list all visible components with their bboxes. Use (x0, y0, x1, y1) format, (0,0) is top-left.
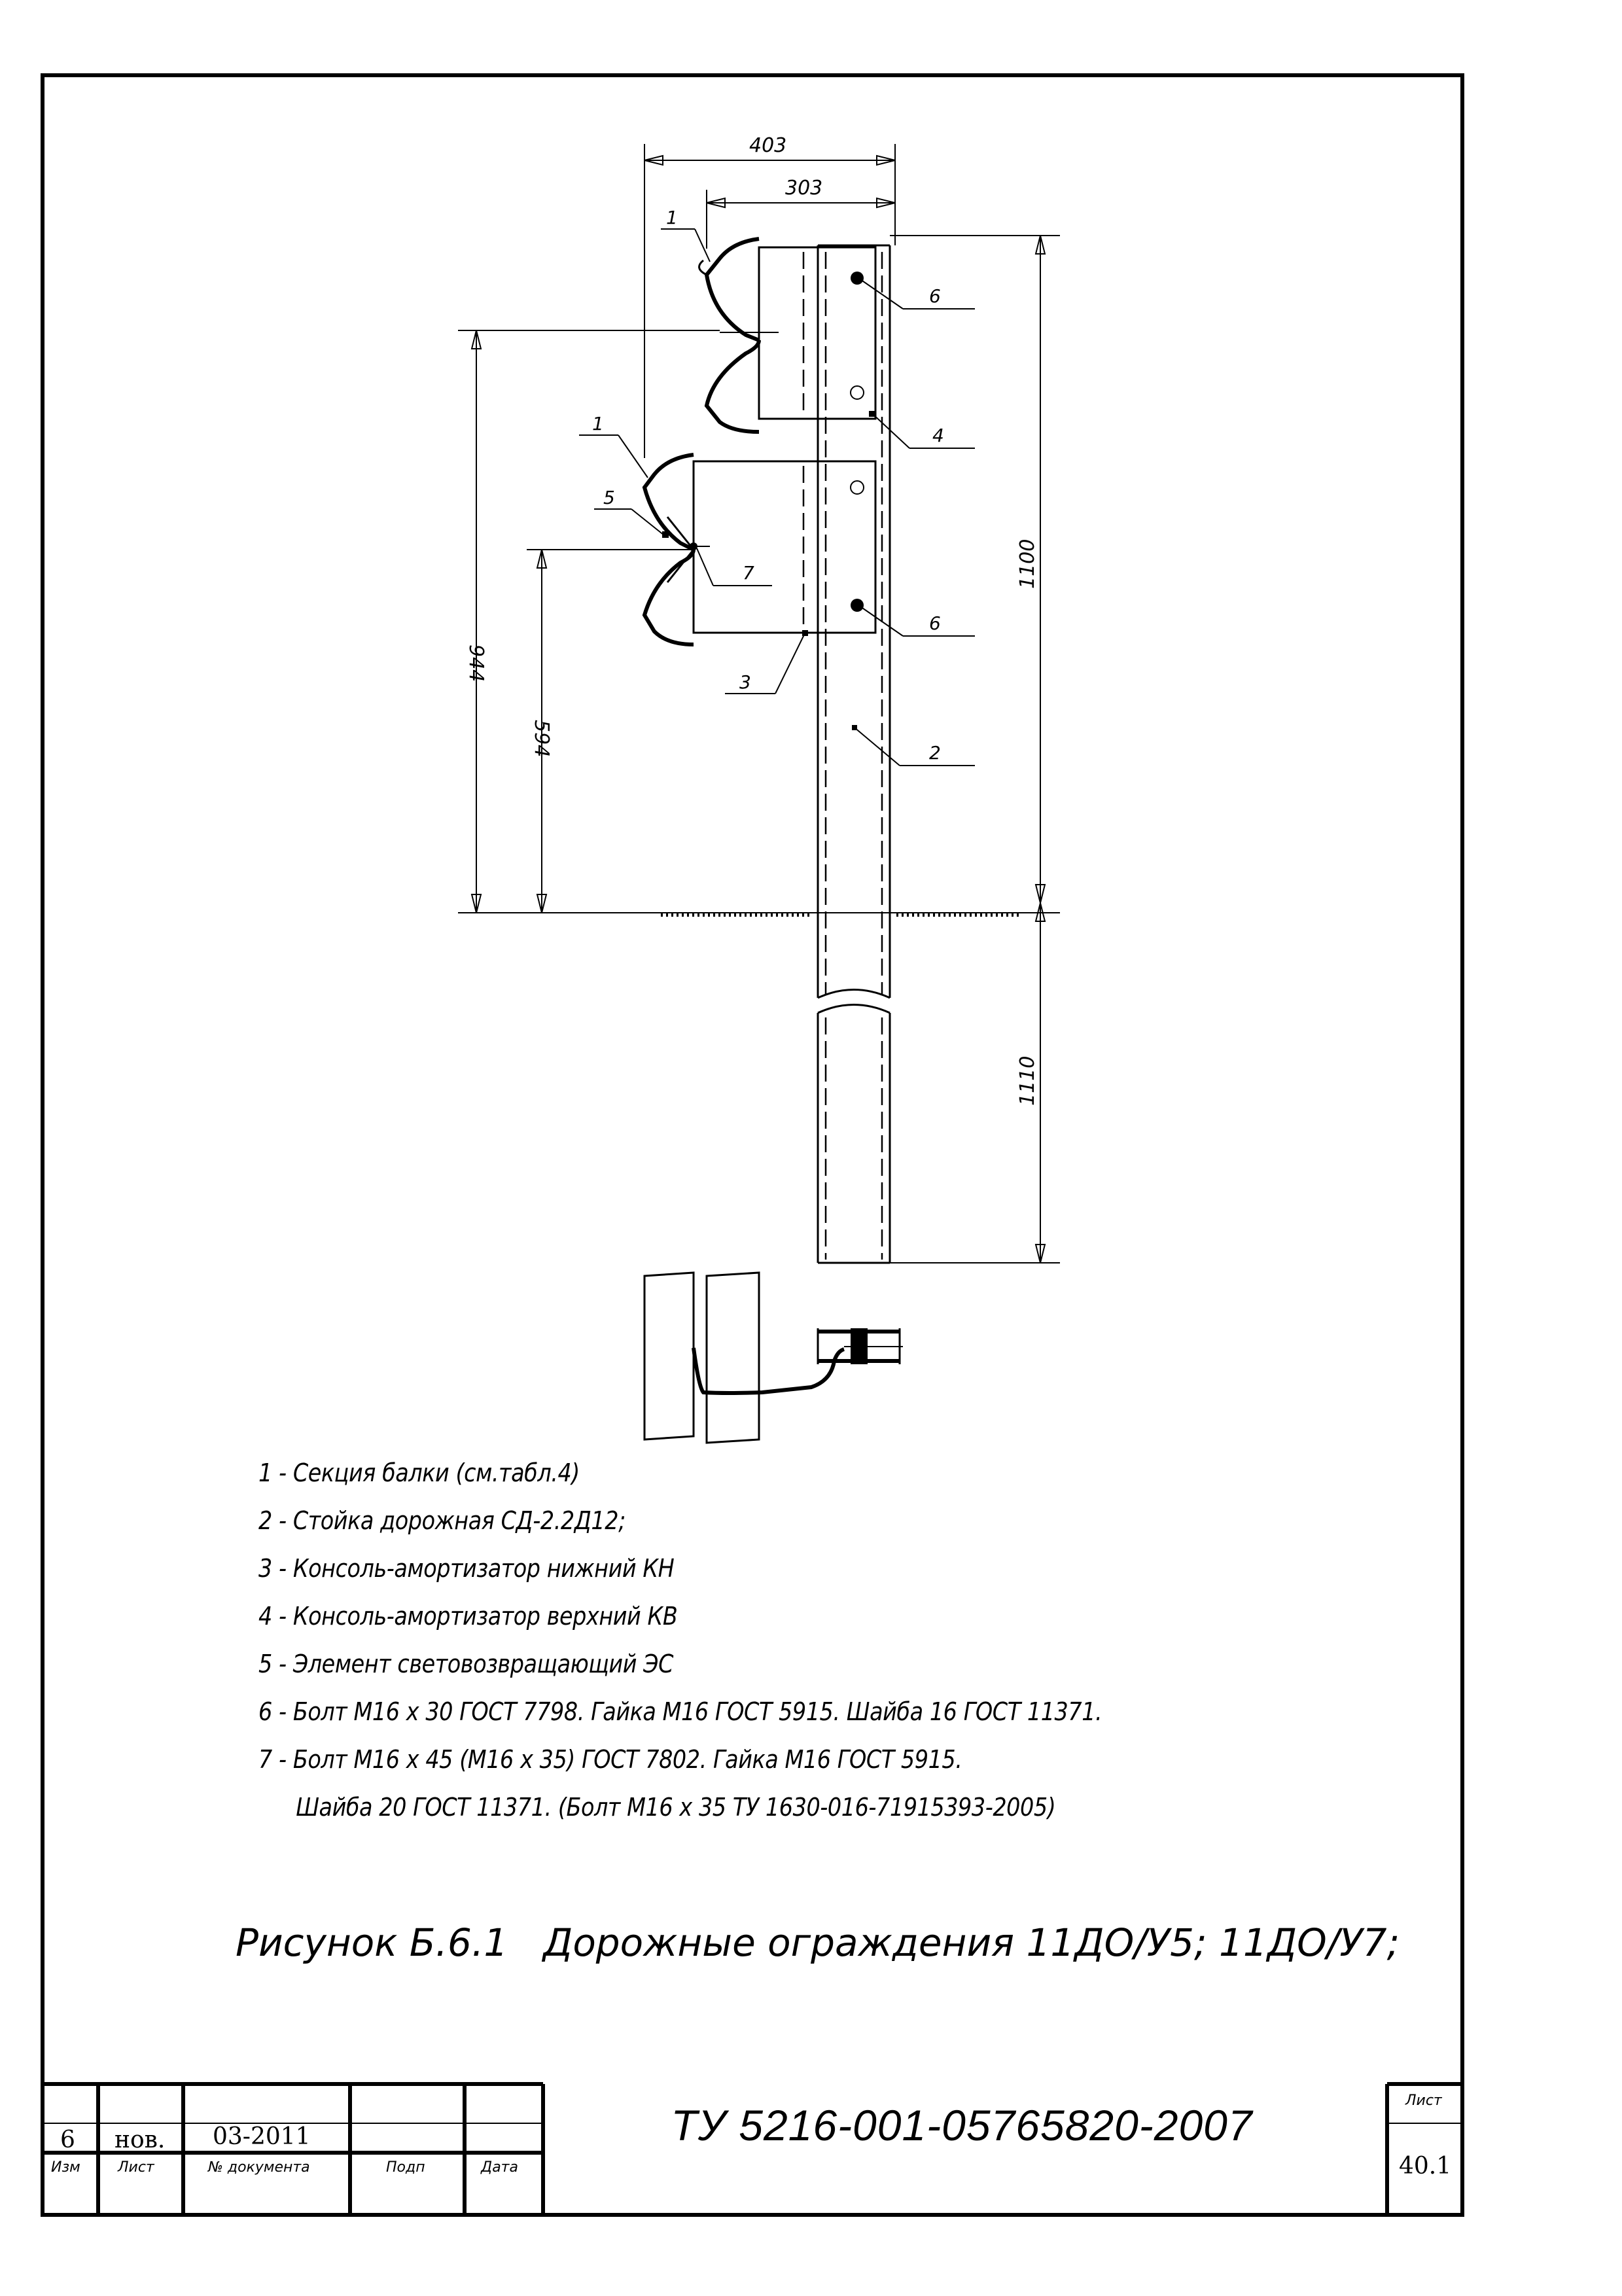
dim-303-label: 303 (785, 177, 823, 200)
header-izm: Изм (51, 2159, 80, 2176)
legend-item-5: 5 - Элемент световозвращающий ЭС (258, 1650, 674, 1678)
upper-beam (699, 239, 779, 432)
plan-view-detail (644, 1273, 903, 1443)
dim-1100-label: 1100 (1016, 539, 1039, 589)
callout-5: 5 (603, 487, 615, 508)
legend-item-1: 1 - Секция балки (см.табл.4) (258, 1458, 580, 1487)
header-date: Дата (481, 2159, 518, 2176)
lower-console (694, 461, 875, 636)
callout-1-lower: 1 (592, 413, 604, 434)
sheet-frame (43, 75, 1462, 2215)
sheet-number: 40.1 (1399, 2153, 1452, 2180)
dim-944-label: 944 (465, 645, 487, 682)
header-sign: Подп (386, 2159, 425, 2176)
figure-title: Дорожные ограждения 11ДО/У5; 11ДО/У7; (543, 1920, 1400, 1965)
dim-1110-label: 1110 (1016, 1055, 1039, 1106)
ground-line (458, 913, 1060, 915)
legend-item-6: 6 - Болт М16 х 30 ГОСТ 7798. Гайка М16 ГОСТ 5915. Шайба 16 ГОСТ 11371. (258, 1697, 1102, 1726)
dim-594-label: 594 (530, 720, 553, 758)
document-code: ТУ 5216-001-05765820-2007 (671, 2101, 1253, 2149)
callout-7: 7 (743, 562, 754, 584)
revision-sheet: нов. (115, 2127, 166, 2153)
legend-item-7: 7 - Болт М16 х 45 (М16 х 35) ГОСТ 7802. Гайка М16 ГОСТ 5915. (258, 1745, 962, 1774)
header-document: № документа (208, 2159, 310, 2176)
figure-number: Рисунок Б.6.1 (236, 1920, 508, 1965)
dim-303 (707, 177, 895, 249)
header-list: Лист (118, 2159, 154, 2176)
legend-item-4: 4 - Консоль-амортизатор верхний КВ (258, 1602, 678, 1631)
legend-item-7-continued: Шайба 20 ГОСТ 11371. (Болт М16 х 35 ТУ 1630-016-71915393-2005) (296, 1793, 1056, 1822)
callout-2: 2 (929, 742, 941, 764)
legend-item-3: 3 - Консоль-амортизатор нижний КН (258, 1554, 675, 1583)
callout-6-lower: 6 (929, 612, 941, 634)
callout-4: 4 (932, 425, 944, 446)
figure-caption (236, 1920, 1400, 1965)
callout-1-upper: 1 (666, 207, 678, 228)
sheet-label: Лист (1405, 2093, 1442, 2109)
dim-1100 (890, 236, 1060, 903)
dim-403-label: 403 (749, 134, 787, 157)
dim-594 (527, 550, 694, 913)
legend (258, 1449, 1371, 1831)
callout-3: 3 (739, 671, 751, 693)
dim-1110 (890, 903, 1060, 1263)
callouts (579, 207, 975, 766)
legend-item-2: 2 - Стойка дорожная СД-2.2Д12; (258, 1506, 626, 1535)
callout-6-upper: 6 (929, 285, 941, 307)
revision-document: 03-2011 (213, 2123, 311, 2150)
dim-403 (644, 134, 895, 458)
dim-944 (458, 330, 720, 913)
revision-number: 6 (60, 2127, 75, 2153)
